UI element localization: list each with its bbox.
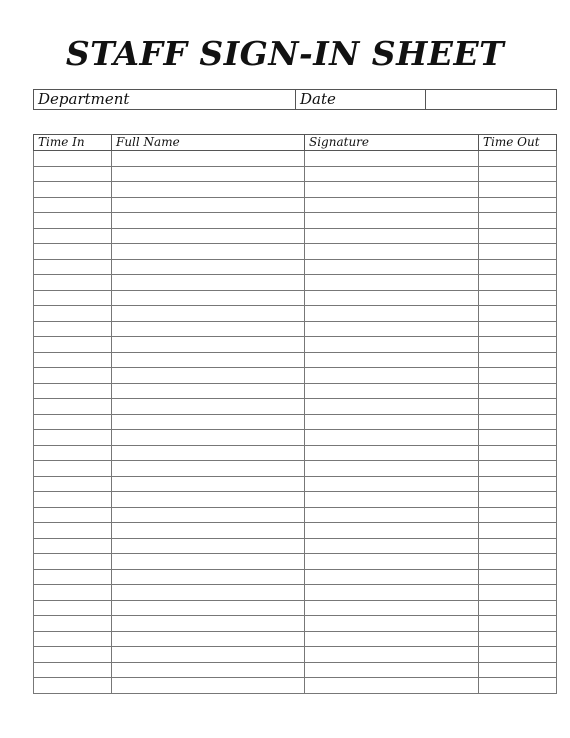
signature-cell[interactable]: [305, 259, 479, 275]
time-in-cell[interactable]: [34, 523, 112, 539]
full-name-cell[interactable]: [112, 507, 305, 523]
table-row: [34, 151, 557, 167]
full-name-cell[interactable]: [112, 616, 305, 632]
time-out-cell[interactable]: [479, 352, 557, 368]
time-in-cell[interactable]: [34, 662, 112, 678]
time-in-cell[interactable]: [34, 461, 112, 477]
full-name-cell[interactable]: [112, 368, 305, 384]
full-name-cell[interactable]: [112, 166, 305, 182]
department-date-header: [33, 89, 557, 110]
time-out-cell[interactable]: [479, 600, 557, 616]
full-name-cell[interactable]: [112, 321, 305, 337]
table-row: [34, 228, 557, 244]
table-row: [34, 321, 557, 337]
table-row: [34, 368, 557, 384]
signature-cell[interactable]: [305, 166, 479, 182]
full-name-cell[interactable]: [112, 290, 305, 306]
full-name-cell[interactable]: [112, 259, 305, 275]
full-name-cell[interactable]: [112, 244, 305, 260]
time-in-cell[interactable]: [34, 678, 112, 694]
time-in-cell[interactable]: [34, 585, 112, 601]
time-in-cell[interactable]: [34, 213, 112, 229]
table-row: [34, 213, 557, 229]
sign-in-log-table: [33, 134, 557, 694]
signature-cell[interactable]: [305, 461, 479, 477]
time-out-cell[interactable]: [479, 259, 557, 275]
full-name-cell[interactable]: [112, 399, 305, 415]
time-out-cell[interactable]: [479, 197, 557, 213]
time-in-cell[interactable]: [34, 445, 112, 461]
full-name-cell[interactable]: [112, 678, 305, 694]
signature-cell[interactable]: [305, 213, 479, 229]
time-in-cell[interactable]: [34, 368, 112, 384]
table-row: [34, 600, 557, 616]
table-row: [34, 585, 557, 601]
time-out-cell[interactable]: [479, 244, 557, 260]
signature-cell[interactable]: [305, 290, 479, 306]
signature-cell[interactable]: [305, 554, 479, 570]
time-out-cell[interactable]: [479, 445, 557, 461]
time-out-cell[interactable]: [479, 461, 557, 477]
signature-cell[interactable]: [305, 678, 479, 694]
signature-cell[interactable]: [305, 414, 479, 430]
full-name-cell[interactable]: [112, 151, 305, 167]
column-header-time-out: Time Out: [479, 135, 557, 151]
table-row: [34, 507, 557, 523]
table-row: [34, 616, 557, 632]
table-row: [34, 259, 557, 275]
column-header-signature: Signature: [305, 135, 479, 151]
time-out-cell[interactable]: [479, 492, 557, 508]
time-out-cell[interactable]: [479, 151, 557, 167]
date-label: Date: [300, 90, 336, 108]
signature-cell[interactable]: [305, 337, 479, 353]
table-row: [34, 647, 557, 663]
signature-cell[interactable]: [305, 197, 479, 213]
full-name-cell[interactable]: [112, 182, 305, 198]
column-header-time-in: Time In: [34, 135, 112, 151]
time-in-cell[interactable]: [34, 166, 112, 182]
signature-cell[interactable]: [305, 569, 479, 585]
signature-cell[interactable]: [305, 244, 479, 260]
signature-cell[interactable]: [305, 538, 479, 554]
full-name-cell[interactable]: [112, 476, 305, 492]
table-row: [34, 461, 557, 477]
time-out-cell[interactable]: [479, 166, 557, 182]
time-in-cell[interactable]: [34, 383, 112, 399]
time-in-cell[interactable]: [34, 507, 112, 523]
time-in-cell[interactable]: [34, 275, 112, 291]
full-name-cell[interactable]: [112, 306, 305, 322]
time-in-cell[interactable]: [34, 228, 112, 244]
time-out-cell[interactable]: [479, 337, 557, 353]
signature-cell[interactable]: [305, 600, 479, 616]
signature-cell[interactable]: [305, 151, 479, 167]
full-name-cell[interactable]: [112, 538, 305, 554]
full-name-cell[interactable]: [112, 228, 305, 244]
time-in-cell[interactable]: [34, 182, 112, 198]
table-row: [34, 476, 557, 492]
full-name-cell[interactable]: [112, 213, 305, 229]
date-field[interactable]: [426, 90, 557, 110]
full-name-cell[interactable]: [112, 461, 305, 477]
table-row: [34, 662, 557, 678]
time-in-cell[interactable]: [34, 321, 112, 337]
time-out-cell[interactable]: [479, 569, 557, 585]
table-row: [34, 538, 557, 554]
time-out-cell[interactable]: [479, 523, 557, 539]
table-row: [34, 492, 557, 508]
time-out-cell[interactable]: [479, 616, 557, 632]
signature-cell[interactable]: [305, 507, 479, 523]
full-name-cell[interactable]: [112, 430, 305, 446]
column-header-full-name: Full Name: [112, 135, 305, 151]
signature-cell[interactable]: [305, 476, 479, 492]
time-out-cell[interactable]: [479, 585, 557, 601]
signature-cell[interactable]: [305, 585, 479, 601]
signature-cell[interactable]: [305, 523, 479, 539]
time-in-cell[interactable]: [34, 337, 112, 353]
table-row: [34, 352, 557, 368]
signature-cell[interactable]: [305, 368, 479, 384]
signature-cell[interactable]: [305, 631, 479, 647]
full-name-cell[interactable]: [112, 337, 305, 353]
full-name-cell[interactable]: [112, 647, 305, 663]
time-out-cell[interactable]: [479, 538, 557, 554]
time-out-cell[interactable]: [479, 554, 557, 570]
time-out-cell[interactable]: [479, 306, 557, 322]
table-row: [34, 430, 557, 446]
time-out-cell[interactable]: [479, 430, 557, 446]
full-name-cell[interactable]: [112, 523, 305, 539]
signature-cell[interactable]: [305, 616, 479, 632]
time-out-cell[interactable]: [479, 414, 557, 430]
department-field[interactable]: [34, 90, 296, 110]
full-name-cell[interactable]: [112, 414, 305, 430]
time-in-cell[interactable]: [34, 352, 112, 368]
table-row: [34, 678, 557, 694]
signature-cell[interactable]: [305, 445, 479, 461]
full-name-cell[interactable]: [112, 197, 305, 213]
time-out-cell[interactable]: [479, 678, 557, 694]
time-in-cell[interactable]: [34, 616, 112, 632]
full-name-cell[interactable]: [112, 585, 305, 601]
time-in-cell[interactable]: [34, 290, 112, 306]
table-row: [34, 631, 557, 647]
table-row: [34, 399, 557, 415]
full-name-cell[interactable]: [112, 600, 305, 616]
full-name-cell[interactable]: [112, 383, 305, 399]
time-in-cell[interactable]: [34, 647, 112, 663]
full-name-cell[interactable]: [112, 352, 305, 368]
signature-cell[interactable]: [305, 662, 479, 678]
full-name-cell[interactable]: [112, 554, 305, 570]
full-name-cell[interactable]: [112, 569, 305, 585]
table-row: [34, 182, 557, 198]
time-out-cell[interactable]: [479, 182, 557, 198]
signature-cell[interactable]: [305, 647, 479, 663]
time-out-cell[interactable]: [479, 368, 557, 384]
time-in-cell[interactable]: [34, 538, 112, 554]
time-in-cell[interactable]: [34, 569, 112, 585]
time-out-cell[interactable]: [479, 662, 557, 678]
full-name-cell[interactable]: [112, 631, 305, 647]
time-out-cell[interactable]: [479, 290, 557, 306]
time-in-cell[interactable]: [34, 600, 112, 616]
table-row: [34, 445, 557, 461]
table-row: [34, 554, 557, 570]
table-row: [34, 244, 557, 260]
time-out-cell[interactable]: [479, 647, 557, 663]
table-row: [34, 414, 557, 430]
department-label: Department: [38, 90, 130, 108]
signature-cell[interactable]: [305, 275, 479, 291]
time-in-cell[interactable]: [34, 259, 112, 275]
signature-cell[interactable]: [305, 321, 479, 337]
full-name-cell[interactable]: [112, 445, 305, 461]
table-row: [34, 275, 557, 291]
time-out-cell[interactable]: [479, 213, 557, 229]
table-row: [34, 197, 557, 213]
time-in-cell[interactable]: [34, 631, 112, 647]
time-in-cell[interactable]: [34, 244, 112, 260]
log-body: [34, 151, 557, 694]
full-name-cell[interactable]: [112, 662, 305, 678]
time-out-cell[interactable]: [479, 631, 557, 647]
time-out-cell[interactable]: [479, 507, 557, 523]
time-in-cell[interactable]: [34, 492, 112, 508]
time-in-cell[interactable]: [34, 414, 112, 430]
signature-cell[interactable]: [305, 228, 479, 244]
time-out-cell[interactable]: [479, 476, 557, 492]
signature-cell[interactable]: [305, 399, 479, 415]
signature-cell[interactable]: [305, 352, 479, 368]
time-in-cell[interactable]: [34, 476, 112, 492]
time-in-cell[interactable]: [34, 430, 112, 446]
time-out-cell[interactable]: [479, 321, 557, 337]
time-out-cell[interactable]: [479, 228, 557, 244]
table-row: [34, 383, 557, 399]
time-in-cell[interactable]: [34, 151, 112, 167]
full-name-cell[interactable]: [112, 275, 305, 291]
table-row: [34, 569, 557, 585]
time-out-cell[interactable]: [479, 399, 557, 415]
table-row: [34, 337, 557, 353]
date-label-cell: [296, 90, 426, 110]
signature-cell[interactable]: [305, 430, 479, 446]
time-in-cell[interactable]: [34, 399, 112, 415]
table-row: [34, 306, 557, 322]
signature-cell[interactable]: [305, 492, 479, 508]
full-name-cell[interactable]: [112, 492, 305, 508]
signature-cell[interactable]: [305, 182, 479, 198]
log-header-row: [34, 135, 557, 151]
time-out-cell[interactable]: [479, 275, 557, 291]
time-in-cell[interactable]: [34, 306, 112, 322]
time-in-cell[interactable]: [34, 197, 112, 213]
table-row: [34, 290, 557, 306]
page-title: STAFF SIGN-IN SHEET: [65, 34, 505, 73]
time-out-cell[interactable]: [479, 383, 557, 399]
signature-cell[interactable]: [305, 306, 479, 322]
table-row: [34, 166, 557, 182]
signature-cell[interactable]: [305, 383, 479, 399]
table-row: [34, 523, 557, 539]
time-in-cell[interactable]: [34, 554, 112, 570]
